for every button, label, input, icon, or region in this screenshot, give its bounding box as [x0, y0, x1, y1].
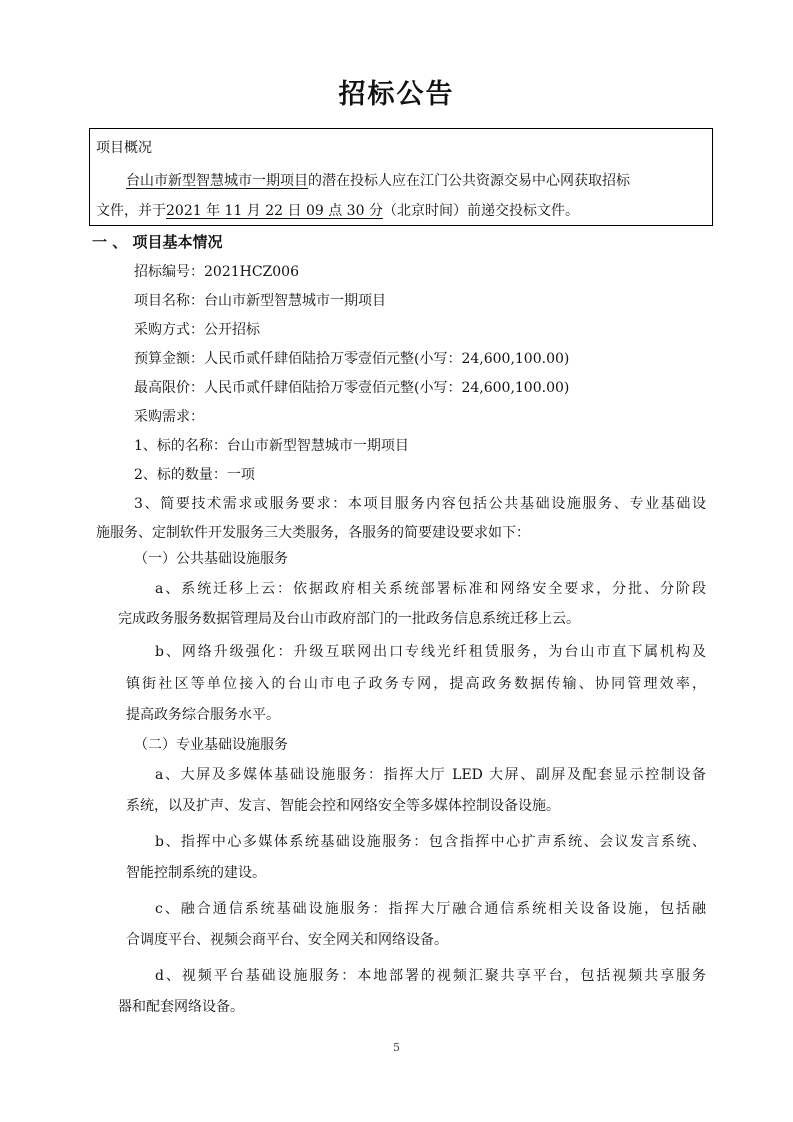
sub2-b-line-1: b、指挥中心多媒体系统基础设施服务：包含指挥中心扩声系统、会议发言系统、	[155, 834, 706, 850]
sub2-a-line-1: a、大屏及多媒体基础设施服务：指挥大厅 LED 大屏、副屏及配套显示控制设备	[155, 767, 706, 783]
page-title: 招标公告	[338, 79, 455, 110]
sub2-c-line-1: c、融合通信系统基础设施服务：指挥大厅融合通信系统相关设备设施，包括融	[155, 901, 706, 917]
sub1-b-line-3: 提高政务综合服务水平。	[126, 707, 280, 723]
page-number: 5	[393, 1041, 400, 1054]
overview-text-2: 文件，并于	[96, 203, 166, 219]
tender-number: 招标编号：2021HCZ006	[134, 264, 299, 280]
overview-text-1: 的潜在投标人应在江门公共资源交易中心网获取招标	[308, 173, 630, 189]
subsection-1-heading: （一）公共基础设施服务	[134, 551, 288, 567]
sub1-a-line-1: a、系统迁移上云：依据政府相关系统部署标准和网络安全要求，分批、分阶段	[155, 581, 706, 597]
item-1: 1、标的名称：台山市新型智慧城市一期项目	[134, 438, 409, 454]
overview-line-1	[126, 171, 630, 191]
sub2-b-line-2: 智能控制系统的建设。	[126, 865, 266, 881]
project-name: 项目名称：台山市新型智慧城市一期项目	[134, 293, 386, 309]
item-3-line-2: 施服务、定制软件开发服务三大类服务，各服务的简要建设要求如下：	[96, 525, 530, 541]
sub2-c-line-2: 合调度平台、视频会商平台、安全网关和网络设备。	[126, 932, 448, 948]
item-2: 2、标的数量：一项	[134, 467, 255, 483]
requirements-label: 采购需求：	[134, 409, 204, 425]
item-3-line-1: 3、简要技术需求或服务要求：本项目服务内容包括公共基础设施服务、专业基础设	[134, 496, 706, 512]
deadline-text: 2021 年 11 月 22 日 09 点 30 分	[166, 203, 383, 219]
subsection-2-heading: （二）专业基础设施服务	[134, 737, 288, 753]
sub2-a-line-2: 系统，以及扩声、发言、智能会控和网络安全等多媒体控制设备设施。	[126, 798, 560, 814]
procurement-method: 采购方式：公开招标	[134, 322, 260, 338]
sub1-b-line-2: 镇街社区等单位接入的台山市电子政务专网，提高政务数据传输、协同管理效率，	[126, 676, 706, 692]
overview-text-3: （北京时间）前递交投标文件。	[382, 203, 579, 219]
sub1-a-line-2: 完成政务服务数据管理局及台山市政府部门的一批政务信息系统迁移上云。	[118, 611, 580, 627]
sub2-d-line-2: 器和配套网络设备。	[118, 999, 244, 1015]
sub1-b-line-1: b、网络升级强化：升级互联网出口专线光纤租赁服务，为台山市直下属机构及	[155, 644, 706, 660]
budget-amount: 预算金额：人民币贰仟肆佰陆拾万零壹佰元整(小写：24,600,100.00)	[134, 351, 570, 367]
overview-line-2	[96, 201, 579, 221]
max-price: 最高限价：人民币贰仟肆佰陆拾万零壹佰元整(小写：24,600,100.00)	[134, 380, 570, 396]
section-heading: 一 、 项目基本情况	[92, 233, 223, 251]
project-name-link: 台山市新型智慧城市一期项目	[126, 173, 308, 189]
sub2-d-line-1: d、视频平台基础设施服务：本地部署的视频汇聚共享平台，包括视频共享服务	[155, 968, 706, 984]
overview-label: 项目概况	[96, 140, 152, 156]
